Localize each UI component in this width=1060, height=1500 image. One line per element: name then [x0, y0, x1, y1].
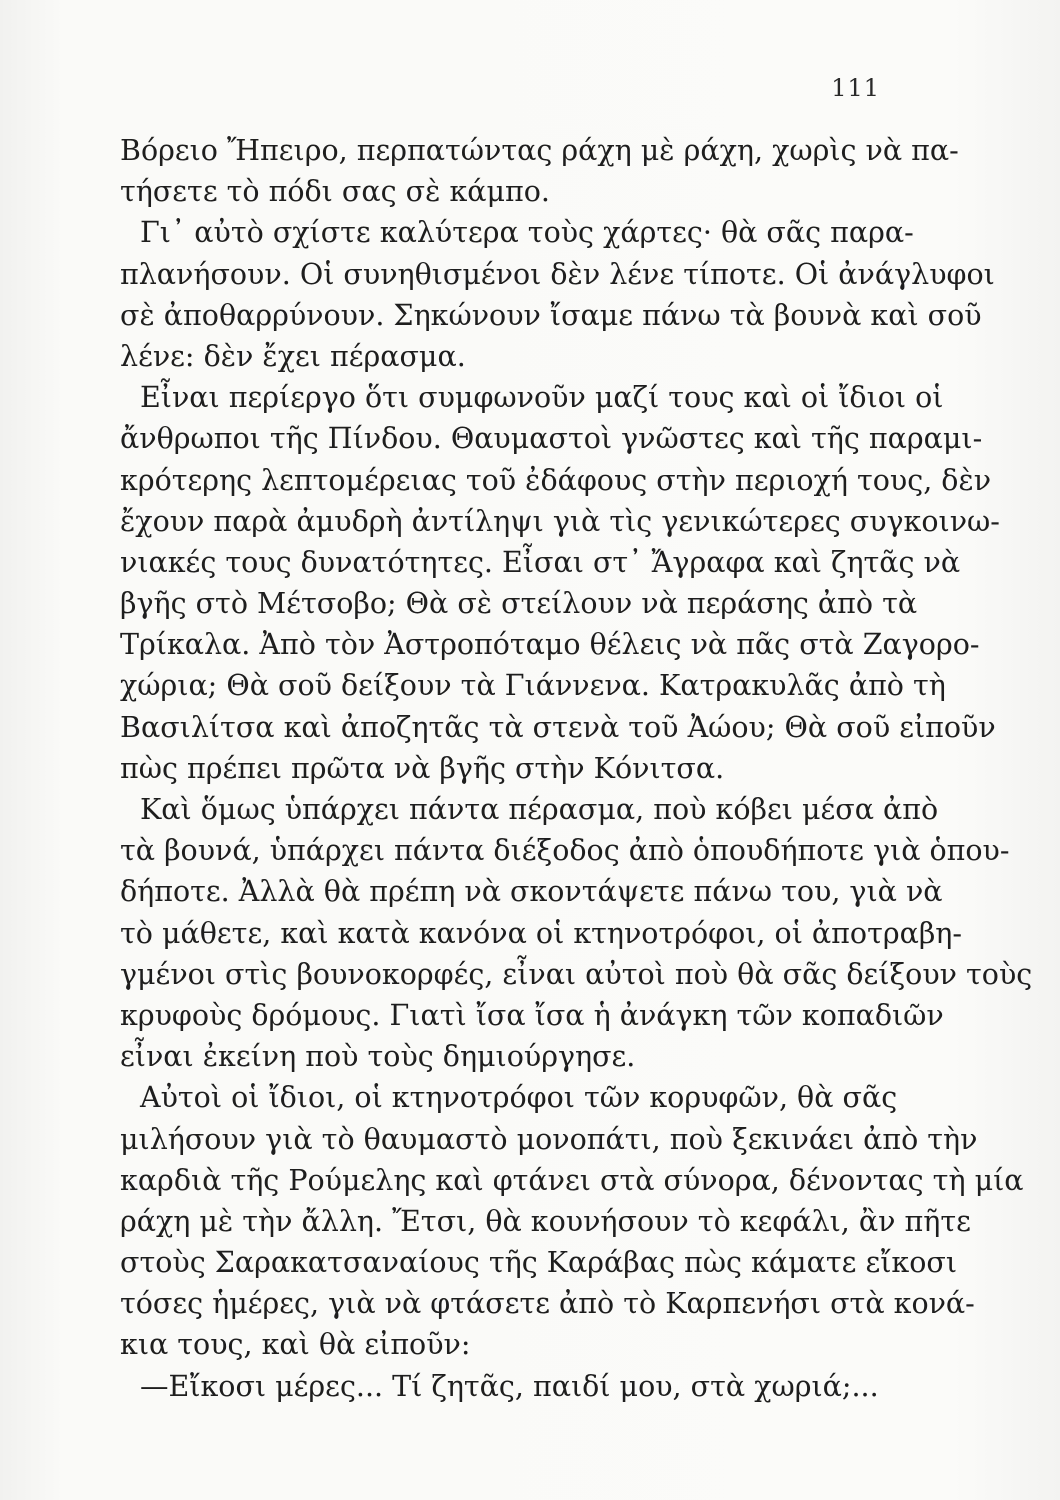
text-line: κρότερης λεπτομέρειας τοῦ ἐδάφους στὴν περιοχή τους, δὲν — [120, 463, 992, 497]
text-line: νιακές τους δυνατότητες. Εἶσαι στ᾽ Ἄγραφα καὶ ζητᾶς νὰ — [120, 545, 961, 579]
text-line: μιλήσουν γιὰ τὸ θαυμαστὸ μονοπάτι, ποὺ ξεκινάει ἀπὸ τὴν — [120, 1122, 978, 1156]
text-line: Βόρειο Ἤπειρο, περπατώντας ράχη μὲ ράχη, χωρὶς νὰ πα- — [120, 134, 959, 167]
text-line: ράχη μὲ τὴν ἄλλη. Ἔτσι, θὰ κουνήσουν τὸ κεφάλι, ἂν πῆτε — [120, 1204, 971, 1238]
text-line: Αὐτοὶ οἱ ἴδιοι, οἱ κτηνοτρόφοι τῶν κορυφῶν, θὰ σᾶς — [140, 1081, 898, 1115]
text-line: εἶναι ἐκείνη ποὺ τοὺς δημιούργησε. — [120, 1040, 636, 1074]
text-line: τὰ βουνά, ὑπάρχει πάντα διέξοδος ἀπὸ ὁπουδήποτε γιὰ ὁπου- — [120, 834, 1010, 868]
text-line: γμένοι στὶς βουνοκορφές, εἶναι αὐτοὶ ποὺ θὰ σᾶς δείξουν τοὺς — [120, 957, 1033, 991]
text-line: Τρίκαλα. Ἀπὸ τὸν Ἀστροπόταμο θέλεις νὰ πᾶς στὰ Ζαγορο- — [120, 628, 980, 662]
text-line: Εἶναι περίεργο ὅτι συμφωνοῦν μαζί τους καὶ οἱ ἴδιοι οἱ — [140, 381, 944, 415]
text-line: τήσετε τὸ πόδι σας σὲ κάμπο. — [120, 175, 550, 209]
text-line: ἔχουν παρὰ ἀμυδρὴ ἀντίληψι γιὰ τὶς γενικώτερες συγκοινω- — [120, 504, 1000, 538]
text-line: κρυφοὺς δρόμους. Γιατὶ ἴσα ἴσα ἡ ἀνάγκη τῶν κοπαδιῶν — [120, 998, 944, 1032]
text-line: βγῆς στὸ Μέτσοβο; Θὰ σὲ στείλουν νὰ περάσης ἀπὸ τὰ — [120, 587, 918, 621]
text-line: πὼς πρέπει πρῶτα νὰ βγῆς στὴν Κόνιτσα. — [120, 751, 725, 785]
text-line: χώρια; Θὰ σοῦ δείξουν τὰ Γιάννενα. Κατρακυλᾶς ἀπὸ τὴ — [120, 669, 946, 703]
text-line: πλανήσουν. Οἱ συνηθισμένοι δὲν λένε τίποτε. Οἱ ἀνάγλυφοι — [120, 257, 995, 291]
text-line: λένε: δὲν ἔχει πέρασμα. — [120, 339, 466, 373]
text-line: Καὶ ὅμως ὑπάρχει πάντα πέρασμα, ποὺ κόβει μέσα ἀπὸ — [140, 793, 939, 826]
page-number: 111 — [831, 74, 880, 102]
text-line: στοὺς Σαρακατσαναίους τῆς Καράβας πὼς κάματε εἴκοσι — [120, 1246, 957, 1280]
text-line: τὸ μάθετε, καὶ κατὰ κανόνα οἱ κτηνοτρόφοι, οἱ ἀποτραβη- — [120, 916, 963, 950]
text-line: κια τους, καὶ θὰ εἰποῦν: — [120, 1328, 471, 1362]
text-line: ἄνθρωποι τῆς Πίνδου. Θαυμαστοὶ γνῶστες καὶ τῆς παραμι- — [120, 422, 983, 456]
text-line: Γι᾽ αὐτὸ σχίστε καλύτερα τοὺς χάρτες· θὰ σᾶς παρα- — [140, 216, 914, 250]
text-line: καρδιὰ τῆς Ρούμελης καὶ φτάνει στὰ σύνορα, δένοντας τὴ μία — [120, 1163, 1024, 1197]
text-line: σὲ ἀποθαρρύνουν. Σηκώνουν ἴσαμε πάνω τὰ βουνὰ καὶ σοῦ — [120, 298, 982, 332]
body-text — [120, 130, 1033, 1407]
text-line: δήποτε. Ἀλλὰ θὰ πρέπη νὰ σκοντάψετε πάνω του, γιὰ νὰ — [120, 875, 943, 909]
text-line: τόσες ἡμέρες, γιὰ νὰ φτάσετε ἀπὸ τὸ Καρπενήσι στὰ κονά- — [120, 1287, 975, 1321]
text-line: —Εἴκοσι μέρες... Τί ζητᾶς, παιδί μου, στὰ χωριά;... — [140, 1369, 879, 1403]
text-line: Βασιλίτσα καὶ ἀποζητᾶς τὰ στενὰ τοῦ Ἀώου; Θὰ σοῦ εἰποῦν — [120, 710, 996, 744]
